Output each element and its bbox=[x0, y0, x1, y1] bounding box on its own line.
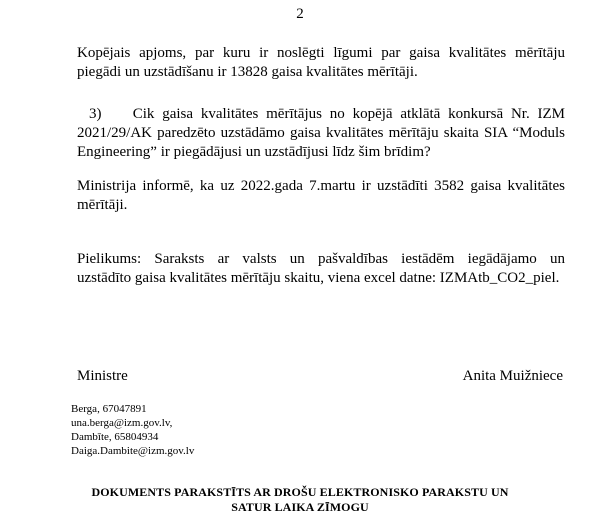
notice-line: DOKUMENTS PARAKSTĪTS AR DROŠU ELEKTRONISKO PARAKSTU UN bbox=[91, 485, 509, 499]
notice-line: SATUR LAIKA ZĪMOGU bbox=[231, 500, 369, 514]
paragraph-ministry-info bbox=[77, 177, 565, 215]
contact-line: Daiga.Dambite@izm.gov.lv bbox=[71, 445, 195, 457]
contact-line: Dambīte, 65804934 bbox=[71, 431, 159, 443]
paragraph-line: 2021/29/AK paredzēto uzstādāmo gaisa kvalitātes mērītāju skaita SIA “Moduls bbox=[77, 125, 565, 141]
contact-line: Berga, 67047891 bbox=[71, 403, 147, 415]
page-number: 2 bbox=[296, 6, 304, 22]
paragraph-line: Ministrija informē, ka uz 2022.gada 7.martu ir uzstādīti 3582 gaisa kvalitātes bbox=[77, 178, 565, 194]
paragraph-line: 3) Cik gaisa kvalitātes mērītājus no kopējā atklātā konkursā Nr. IZM bbox=[89, 106, 565, 122]
paragraph-line: Engineering” ir piegādājusi un uzstādījusi līdz šim brīdim? bbox=[77, 144, 431, 160]
paragraph-line: mērītāji. bbox=[77, 197, 128, 213]
paragraph-line: piegādi un uzstādīšanu ir 13828 gaisa kvalitātes mērītāji. bbox=[77, 64, 418, 80]
signatory-title: Ministre bbox=[77, 368, 128, 384]
paragraph-attachment bbox=[77, 250, 565, 288]
contact-details bbox=[71, 402, 194, 458]
signatory-name: Anita Muižniece bbox=[462, 368, 563, 384]
paragraph-line: Pielikums: Saraksts ar valsts un pašvaldības iestādēm iegādājamo un bbox=[77, 251, 565, 267]
paragraph-line: Kopējais apjoms, par kuru ir noslēgti līgumi par gaisa kvalitātes mērītāju bbox=[77, 45, 565, 61]
paragraph-total-volume bbox=[77, 44, 565, 82]
contact-line: una.berga@izm.gov.lv, bbox=[71, 417, 173, 429]
e-signature-notice bbox=[0, 485, 600, 515]
paragraph-line: uzstādīto gaisa kvalitātes mērītāju skaitu, viena excel datne: IZMAtb_CO2_piel. bbox=[77, 270, 560, 286]
paragraph-question-3 bbox=[77, 105, 565, 162]
